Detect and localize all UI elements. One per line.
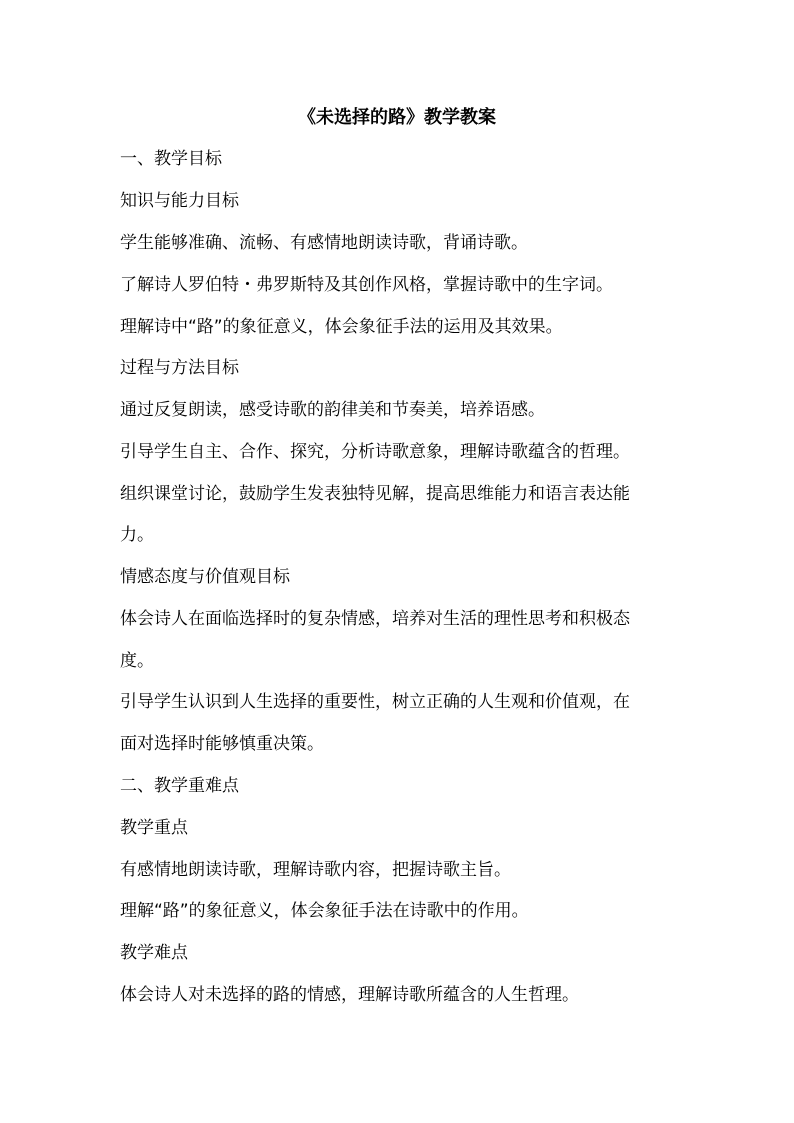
paragraph-line: 体会诗人对未选择的路的情感，理解诗歌所蕴含的人生哲理。 xyxy=(120,985,579,1005)
paragraph-line: 理解诗中“路”的象征意义，体会象征手法的运用及其效果。 xyxy=(120,317,563,337)
subheading-key-points: 教学重点 xyxy=(120,818,188,838)
paragraph-line: 力。 xyxy=(120,525,154,545)
section-heading-key-difficult-points: 二、教学重难点 xyxy=(120,776,239,796)
paragraph-line: 体会诗人在面临选择时的复杂情感，培养对生活的理性思考和积极态 xyxy=(120,609,630,629)
paragraph-line: 了解诗人罗伯特・弗罗斯特及其创作风格，掌握诗歌中的生字词。 xyxy=(120,275,613,295)
paragraph-line: 引导学生自主、合作、探究，分析诗歌意象，理解诗歌蕴含的哲理。 xyxy=(120,442,630,462)
subheading-process-method: 过程与方法目标 xyxy=(120,358,239,378)
section-heading-teaching-goals: 一、教学目标 xyxy=(120,149,222,169)
paragraph-line: 引导学生认识到人生选择的重要性，树立正确的人生观和价值观，在 xyxy=(120,692,630,712)
paragraph-line: 学生能够准确、流畅、有感情地朗读诗歌，背诵诗歌。 xyxy=(120,233,528,253)
paragraph-line: 通过反复朗读，感受诗歌的韵律美和节奏美，培养语感。 xyxy=(120,400,545,420)
document-title: 《未选择的路》教学教案 xyxy=(298,107,496,128)
subheading-emotion-values: 情感态度与价值观目标 xyxy=(120,567,290,587)
paragraph-line: 组织课堂讨论，鼓励学生发表独特见解，提高思维能力和语言表达能 xyxy=(120,484,630,504)
paragraph-line: 度。 xyxy=(120,651,154,671)
paragraph-line: 理解“路”的象征意义，体会象征手法在诗歌中的作用。 xyxy=(120,901,529,921)
paragraph-line: 有感情地朗读诗歌，理解诗歌内容，把握诗歌主旨。 xyxy=(120,860,511,880)
paragraph-line: 面对选择时能够慎重决策。 xyxy=(120,734,324,754)
subheading-difficult-points: 教学难点 xyxy=(120,943,188,963)
subheading-knowledge-ability: 知识与能力目标 xyxy=(120,191,239,211)
